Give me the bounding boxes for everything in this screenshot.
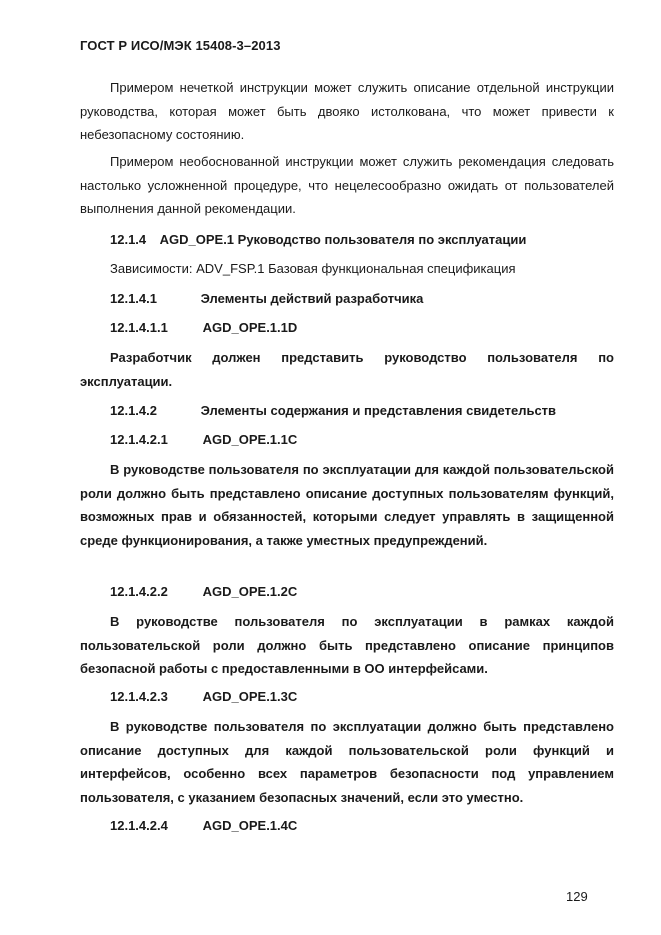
section-number: 12.1.4 bbox=[110, 232, 147, 247]
section-heading-12-1-4-2-3 bbox=[110, 689, 297, 704]
section-heading-12-1-4-2-2 bbox=[110, 584, 297, 599]
document-header: ГОСТ Р ИСО/МЭК 15408-3–2013 bbox=[80, 38, 281, 53]
section-number: 12.1.4.2.3 bbox=[110, 689, 168, 704]
dependencies-line: Зависимости: ADV_FSP.1 Базовая функциональная спецификация bbox=[110, 261, 516, 276]
section-title: AGD_OPE.1 Руководство пользователя по эксплуатации bbox=[159, 232, 527, 247]
section-title: AGD_OPE.1.2C bbox=[202, 584, 298, 599]
section-heading-12-1-4-2-1 bbox=[110, 432, 297, 447]
section-number: 12.1.4.2.1 bbox=[110, 432, 168, 447]
paragraph-agd-ope-1-1c: В руководстве пользователя по эксплуатации для каждой пользовательской роли должно быть представлено описание доступных пользователям функций, возможных прав и обязанностей, которыми следует управлять в защищенной среде функционирования, а также уместных предупреждений. bbox=[80, 462, 614, 548]
section-number: 12.1.4.2.4 bbox=[110, 818, 168, 833]
section-heading-12-1-4-2-4 bbox=[110, 818, 297, 833]
section-title: AGD_OPE.1.1D bbox=[202, 320, 298, 335]
paragraph-agd-ope-1-2c: В руководстве пользователя по эксплуатации в рамках каждой пользовательской роли должно быть представлено описание принципов безопасной работы с предоставленными в ОО интерфейсами. bbox=[80, 614, 614, 676]
section-heading-12-1-4 bbox=[110, 232, 526, 247]
section-title: Элементы действий разработчика bbox=[200, 291, 424, 306]
section-title: AGD_OPE.1.3C bbox=[202, 689, 298, 704]
section-title: AGD_OPE.1.4C bbox=[202, 818, 298, 833]
paragraph-developer-action: Разработчик должен представить руководство пользователя по эксплуатации. bbox=[80, 350, 614, 389]
section-title: Элементы содержания и представления свидетельств bbox=[200, 403, 557, 418]
section-number: 12.1.4.2.2 bbox=[110, 584, 168, 599]
section-title: AGD_OPE.1.1C bbox=[202, 432, 298, 447]
section-number: 12.1.4.1.1 bbox=[110, 320, 168, 335]
paragraph-unreasonable-instruction: Примером необоснованной инструкции может служить рекомендация следовать настолько усложненной процедуре, что нецелесообразно ожидать от пользователей выполнения данной рекомендации. bbox=[80, 154, 614, 216]
section-number: 12.1.4.1 bbox=[110, 291, 157, 306]
page-number: 129 bbox=[566, 889, 588, 904]
section-number: 12.1.4.2 bbox=[110, 403, 157, 418]
section-heading-12-1-4-1 bbox=[110, 291, 423, 306]
section-heading-12-1-4-2 bbox=[110, 403, 556, 418]
section-heading-12-1-4-1-1 bbox=[110, 320, 297, 335]
paragraph-agd-ope-1-3c: В руководстве пользователя по эксплуатации должно быть представлено описание доступных для каждой пользовательской роли функций и интерфейсов, особенно всех параметров безопасности под управлением пользователя, с указанием безопасных значений, если это уместно. bbox=[80, 719, 614, 805]
paragraph-unclear-instruction: Примером нечеткой инструкции может служить описание отдельной инструкции руководства, которая может быть двояко истолкована, что может привести к небезопасному состоянию. bbox=[80, 80, 614, 142]
